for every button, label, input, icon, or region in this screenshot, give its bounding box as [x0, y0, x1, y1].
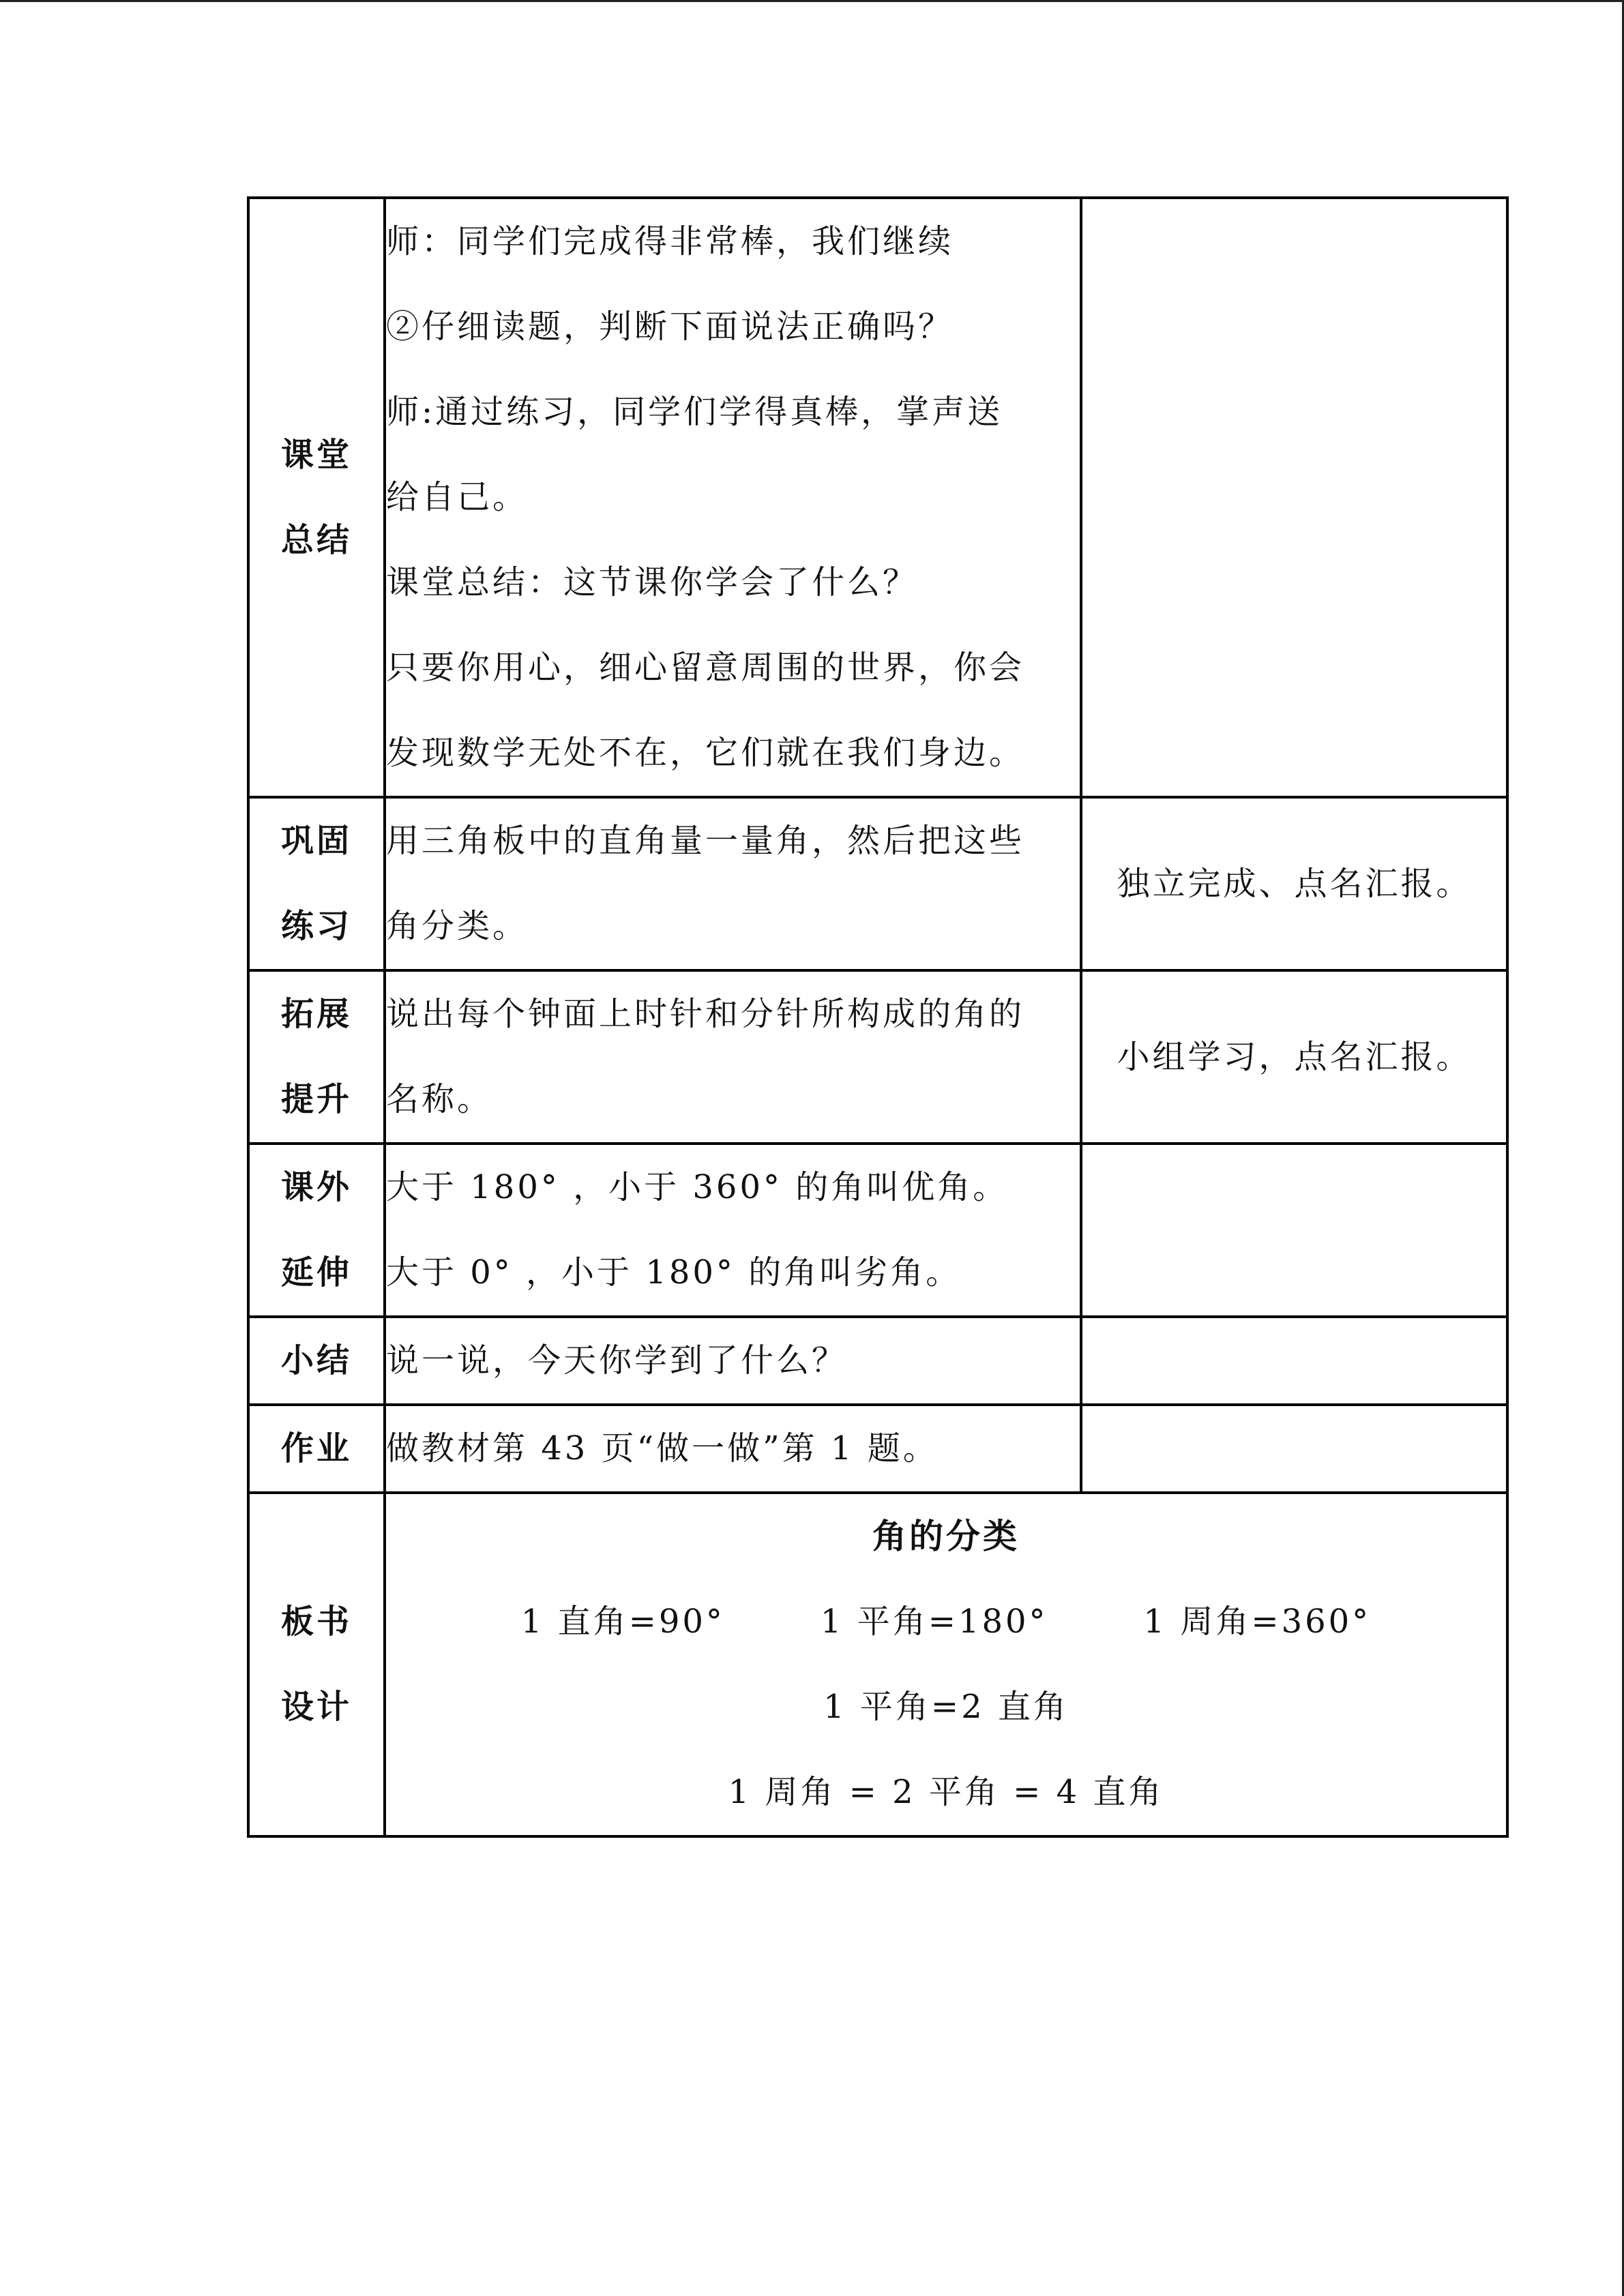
row-label-line: 课堂 — [280, 435, 352, 474]
row-label — [248, 1144, 385, 1317]
row-label-line: 延伸 — [280, 1253, 352, 1292]
content-line: 只要你用心，细心留意周围的世界，你会 — [386, 648, 1025, 687]
board-equation: 1 直角=90° — [520, 1602, 725, 1641]
table-row-homework — [248, 1405, 1507, 1493]
table-row-extension — [248, 970, 1507, 1144]
table-row-board-design — [248, 1493, 1507, 1836]
row-content — [385, 1405, 1081, 1493]
row-content — [385, 198, 1081, 797]
content-line: 给自己。 — [386, 478, 529, 516]
row-label-line: 设计 — [280, 1688, 352, 1726]
row-label — [248, 1493, 385, 1836]
row-content — [385, 970, 1081, 1144]
board-line-1 — [386, 1579, 1506, 1665]
content-line: 大于 180° ，小于 360° 的角叫优角。 — [386, 1168, 1009, 1206]
content-line: 做教材第 43 页“做一做”第 1 题。 — [386, 1429, 939, 1467]
row-label-line: 小结 — [280, 1341, 352, 1380]
content-line: 说出每个钟面上时针和分针所构成的角的 — [386, 995, 1025, 1033]
board-line-3: 1 周角 = 2 平角 = 4 直角 — [728, 1773, 1164, 1811]
content-line: 说一说，今天你学到了什么？ — [386, 1341, 848, 1380]
row-content — [385, 797, 1081, 970]
content-line: 师:通过练习，同学们学得真棒，掌声送 — [386, 393, 1003, 431]
content-line: 发现数学无处不在，它们就在我们身边。 — [386, 734, 1025, 772]
content-line: 名称。 — [386, 1080, 493, 1118]
row-label-line: 提升 — [280, 1080, 352, 1118]
row-label-line: 板书 — [280, 1602, 352, 1641]
content-line: 师：同学们完成得非常棒，我们继续 — [386, 222, 954, 260]
content-line: 课堂总结：这节课你学会了什么？ — [386, 563, 919, 601]
row-note — [1081, 1405, 1507, 1493]
board-line-2: 1 平角=2 直角 — [823, 1688, 1069, 1726]
table-row-extracurricular — [248, 1144, 1507, 1317]
content-line: ②仔细读题，判断下面说法正确吗？ — [386, 308, 954, 346]
row-label-line: 拓展 — [280, 995, 352, 1033]
board-title: 角的分类 — [872, 1517, 1020, 1556]
board-equation: 1 平角=180° — [820, 1602, 1048, 1641]
row-note: 独立完成、点名汇报。 — [1081, 797, 1507, 970]
row-label — [248, 198, 385, 797]
lesson-plan-table — [247, 196, 1509, 1838]
row-content — [385, 1144, 1081, 1317]
row-note — [1081, 198, 1507, 797]
board-equation: 1 周角=360° — [1143, 1602, 1372, 1641]
row-label-line: 巩固 — [280, 822, 352, 860]
row-note: 小组学习，点名汇报。 — [1081, 970, 1507, 1144]
row-note — [1081, 1317, 1507, 1405]
row-label-line: 作业 — [280, 1429, 352, 1467]
row-label — [248, 1317, 385, 1405]
content-line: 大于 0° ，小于 180° 的角叫劣角。 — [386, 1253, 962, 1292]
row-label-line: 课外 — [280, 1168, 352, 1206]
table-row-summary — [248, 198, 1507, 797]
table-row-practice — [248, 797, 1507, 970]
row-content — [385, 1317, 1081, 1405]
row-label-line: 练习 — [280, 907, 352, 945]
row-label — [248, 797, 385, 970]
table-row-recap — [248, 1317, 1507, 1405]
row-label — [248, 1405, 385, 1493]
content-line: 用三角板中的直角量一量角，然后把这些 — [386, 822, 1025, 860]
row-label — [248, 970, 385, 1144]
content-line: 角分类。 — [386, 907, 529, 945]
row-label-line: 总结 — [280, 520, 352, 559]
row-note — [1081, 1144, 1507, 1317]
board-content — [385, 1493, 1507, 1836]
